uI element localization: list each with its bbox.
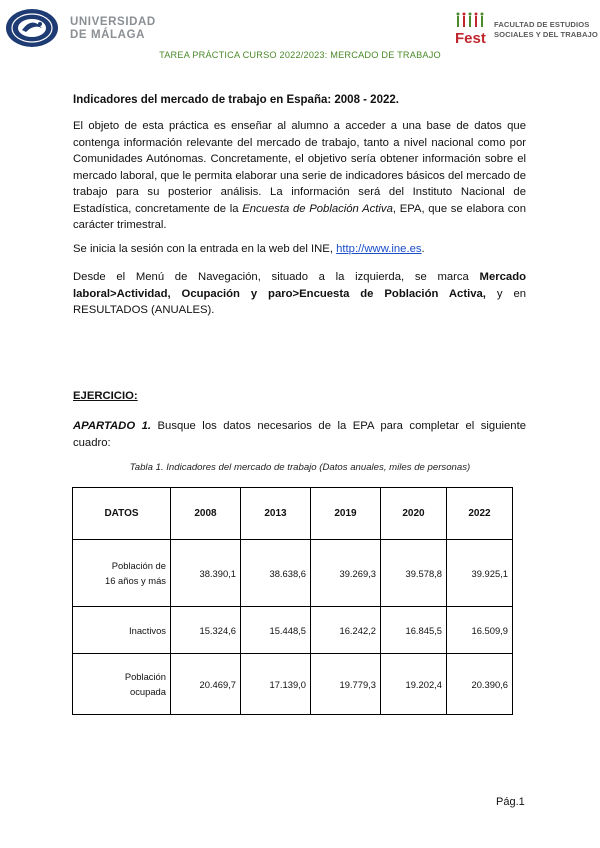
table-row: [73, 540, 513, 607]
ine-paragraph: Se inicia la sesión con la entrada en la web del INE, http://www.ine.es.: [73, 243, 425, 255]
value-cell: 17.139,0: [241, 654, 311, 715]
table-row: [73, 607, 513, 654]
university-name: UNIVERSIDAD DE MÁLAGA: [70, 16, 156, 41]
value-cell: 20.390,6: [447, 654, 513, 715]
row-label: Población de 16 años y más: [73, 540, 171, 607]
header-cell: DATOS: [73, 488, 171, 540]
header-cell: 2008: [171, 488, 241, 540]
value-cell: 15.448,5: [241, 607, 311, 654]
table-header-row: [73, 488, 513, 540]
row-label: Población ocupada: [73, 654, 171, 715]
value-cell: 19.202,4: [381, 654, 447, 715]
university-seal-logo: [4, 8, 60, 48]
value-cell: 38.638,6: [241, 540, 311, 607]
value-cell: 16.242,2: [311, 607, 381, 654]
apartado-paragraph: APARTADO 1. Busque los datos necesarios de la EPA para completar el siguiente cuadro:: [73, 420, 526, 449]
value-cell: 20.469,7: [171, 654, 241, 715]
value-cell: 39.925,1: [447, 540, 513, 607]
navigation-paragraph: Desde el Menú de Navegación, situado a la izquierda, se marca Mercado laboral>Actividad, Ocupación y paro>Encuesta de Población Activa, y en RESULTADOS (ANUALES).: [73, 271, 527, 316]
faculty-name: FACULTAD DE ESTUDIOS SOCIALES Y DEL TRABAJO: [494, 20, 598, 39]
header-cell: 2020: [381, 488, 447, 540]
epa-italic: Encuesta de Población Activa: [242, 202, 393, 215]
table-row: [73, 654, 513, 715]
fest-wordmark: Fest: [455, 30, 486, 46]
indicators-table: [72, 487, 513, 715]
page-number: Pág.1: [496, 796, 525, 808]
value-cell: 38.390,1: [171, 540, 241, 607]
apartado-label: APARTADO 1.: [73, 420, 152, 432]
value-cell: 19.779,3: [311, 654, 381, 715]
ine-link[interactable]: http://www.ine.es: [336, 243, 422, 255]
header-cell: 2022: [447, 488, 513, 540]
exercise-heading: EJERCICIO:: [73, 390, 138, 402]
intro-paragraph: El objeto de esta práctica es enseñar al alumno a acceder a una base de datos que contenga información relevante del mercado de trabajo, tanto a nivel nacional como por Comunidades Autónomas. Concretamente, el objetivo sería obtener información sobre el mercado laboral, que le permita elaborar una serie de indicadores básicos del mercado de trabajo para su posterior análisis. La información será del Instituto Nacional de Estadística, concretamente de la Encuesta de Población Activa, EPA, que se elabora con carácter trimestral.: [73, 120, 526, 231]
fest-logo: [455, 10, 489, 46]
value-cell: 16.509,9: [447, 607, 513, 654]
header-cell: 2019: [311, 488, 381, 540]
value-cell: 16.845,5: [381, 607, 447, 654]
document-title: Indicadores del mercado de trabajo en España: 2008 - 2022.: [73, 94, 399, 106]
navigation-path: Mercado laboral>Actividad, Ocupación y paro>Encuesta de Población Activa,: [73, 271, 527, 300]
value-cell: 39.269,3: [311, 540, 381, 607]
value-cell: 39.578,8: [381, 540, 447, 607]
row-label: Inactivos: [73, 607, 171, 654]
table-caption: Tabla 1. Indicadores del mercado de trabajo (Datos anuales, miles de personas): [129, 462, 471, 473]
value-cell: 15.324,6: [171, 607, 241, 654]
course-title: TAREA PRÁCTICA CURSO 2022/2023: MERCADO DE TRABAJO: [159, 50, 441, 60]
header-cell: 2013: [241, 488, 311, 540]
